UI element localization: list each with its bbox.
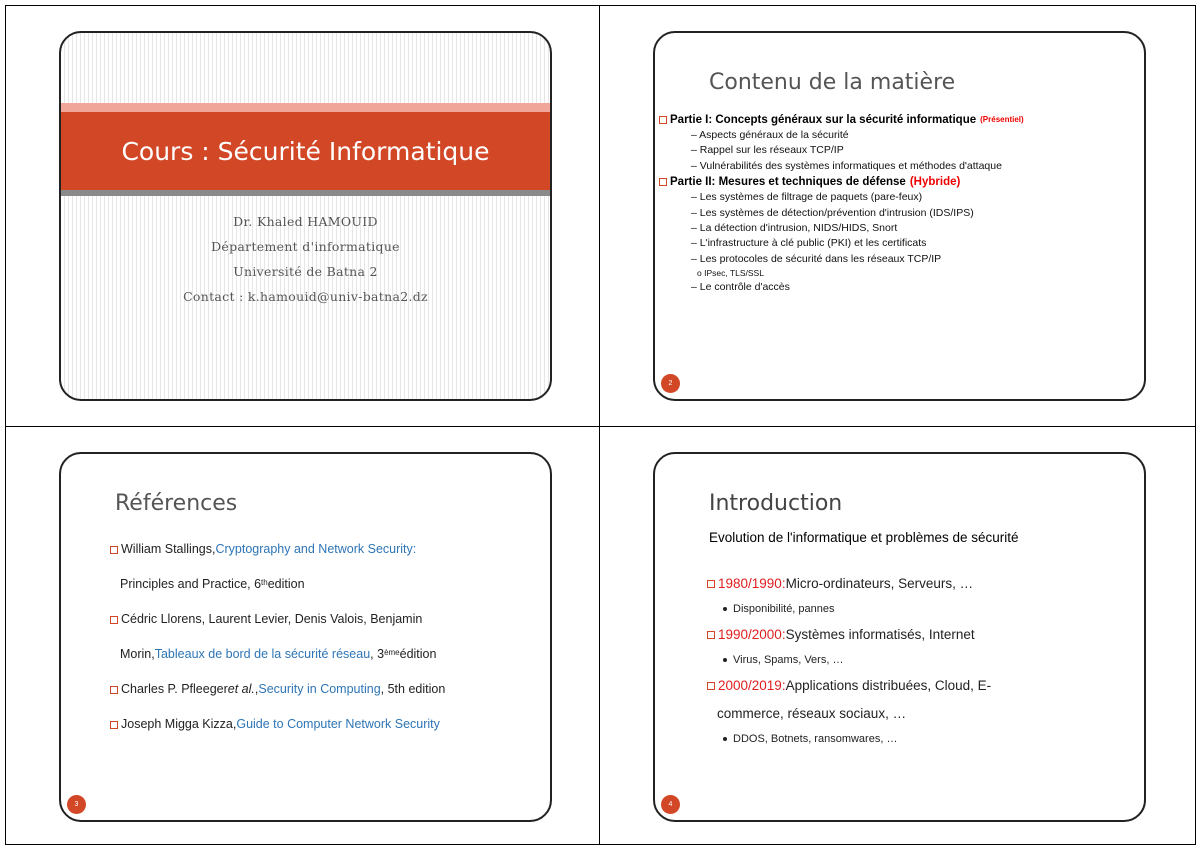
period: 2000/2019: xyxy=(718,678,786,693)
slide-number: 4 xyxy=(661,795,680,814)
bullet-dot-icon xyxy=(723,737,727,741)
reference-continuation: Morin, Tableaux de bord de la sécurité réseau , 3 $^{ème}$ édition xyxy=(110,637,540,672)
slide-3 xyxy=(59,452,552,822)
checkbox-bullet-icon xyxy=(110,616,118,624)
reference-title: Tableaux de bord de la sécurité réseau xyxy=(154,647,371,661)
reference-item: Charles P. Pfleeger et al. , Security in Computing , 5th edition xyxy=(110,672,540,707)
reference-item: Cédric Llorens, Laurent Levier, Denis Valois, Benjamin xyxy=(110,602,540,637)
checkbox-bullet-icon xyxy=(707,682,715,690)
list-item: 1990/2000: Systèmes informatisés, Internet xyxy=(707,620,1134,649)
bullet-dot-icon xyxy=(723,607,727,611)
checkbox-bullet-icon xyxy=(110,546,118,554)
list-subitem: DDOS, Botnets, ransomwares, … xyxy=(707,728,1134,750)
reference-item: William Stallings, Cryptography and Network Security: xyxy=(110,532,540,567)
list-item: – Les protocoles de sécurité dans les réseaux TCP/IP xyxy=(691,252,942,265)
checkbox-bullet-icon xyxy=(659,178,667,186)
list-item: – L'infrastructure à clé public (PKI) et les certificats xyxy=(691,237,927,250)
part-1-label: Partie I: Concepts généraux sur la sécurité informatique xyxy=(670,114,977,126)
slide-heading: Références xyxy=(115,491,238,516)
part-2-heading xyxy=(659,174,1140,190)
handout-cell-2 xyxy=(599,5,1196,427)
period: 1980/1990: xyxy=(718,576,786,591)
list-item: – Vulnérabilités des systèmes informatiques et méthodes d'attaque xyxy=(691,159,1002,172)
list-subitem: Virus, Spams, Vers, … xyxy=(707,649,1134,671)
title-band xyxy=(61,112,550,190)
references-list xyxy=(110,532,540,742)
title-accent-band xyxy=(61,103,550,112)
period: 1990/2000: xyxy=(718,627,786,642)
handout-cell-4 xyxy=(599,426,1196,845)
part-1-heading xyxy=(659,112,1140,128)
list-subitem: Disponibilité, pannes xyxy=(707,598,1134,620)
list-item: – Aspects généraux de la sécurité xyxy=(691,129,849,141)
list-subitem: o IPsec, TLS/SSL xyxy=(697,268,764,279)
title-info xyxy=(61,209,550,309)
list-item: – Les systèmes de filtrage de paquets (pare-feux) xyxy=(691,191,923,204)
slide-2 xyxy=(653,31,1146,401)
part-2-mode: (Hybride) xyxy=(909,176,961,189)
list-item: – Le contrôle d'accès xyxy=(691,281,790,294)
slide-number: 2 xyxy=(661,374,680,393)
list-item: – Rappel sur les réseaux TCP/IP xyxy=(691,144,844,157)
reference-title: Cryptography and Network Security: xyxy=(215,542,417,556)
title-shadow-band xyxy=(61,190,550,196)
reference-title: Security in Computing xyxy=(258,682,381,696)
checkbox-bullet-icon xyxy=(707,580,715,588)
checkbox-bullet-icon xyxy=(707,631,715,639)
checkbox-bullet-icon xyxy=(110,686,118,694)
reference-continuation: Principles and Practice, 6 $^{th}$ edition xyxy=(120,577,305,591)
contact-email: Contact : k.hamouid@univ-batna2.dz xyxy=(183,289,428,304)
checkbox-bullet-icon xyxy=(659,116,667,124)
slide-1 xyxy=(59,31,552,401)
slide-heading: Contenu de la matière xyxy=(709,70,956,95)
slide-number: 3 xyxy=(67,795,86,814)
reference-item: Joseph Migga Kizza, Guide to Computer Network Security xyxy=(110,707,540,742)
list-item: 2000/2019: Applications distribuées, Cloud, E- xyxy=(707,671,1134,700)
list-item: 1980/1990: Micro-ordinateurs, Serveurs, … xyxy=(707,569,1134,598)
handout-cell-1 xyxy=(5,5,600,427)
handout-cell-3 xyxy=(5,426,600,845)
reference-title: Guide to Computer Network Security xyxy=(236,717,440,731)
course-title: Cours : Sécurité Informatique xyxy=(121,136,490,166)
list-item-continuation: commerce, réseaux sociaux, … xyxy=(717,706,907,721)
part-2-label: Partie II: Mesures et techniques de défense xyxy=(670,176,906,189)
university: Université de Batna 2 xyxy=(233,264,378,279)
evolution-list xyxy=(707,569,1134,750)
bullet-dot-icon xyxy=(723,658,727,662)
author-name: Dr. Khaled HAMOUID xyxy=(233,214,378,229)
list-item: – La détection d'intrusion, NIDS/HIDS, Snort xyxy=(691,222,898,235)
department: Département d'informatique xyxy=(211,239,400,254)
slide-4 xyxy=(653,452,1146,822)
slide-subheading: Evolution de l'informatique et problèmes de sécurité xyxy=(709,530,1019,545)
part-1-mode: (Présentiel) xyxy=(980,115,1024,124)
list-item: – Les systèmes de détection/prévention d'intrusion (IDS/IPS) xyxy=(691,206,974,219)
checkbox-bullet-icon xyxy=(110,721,118,729)
slide-heading: Introduction xyxy=(709,491,843,516)
contents-list xyxy=(659,112,1140,296)
